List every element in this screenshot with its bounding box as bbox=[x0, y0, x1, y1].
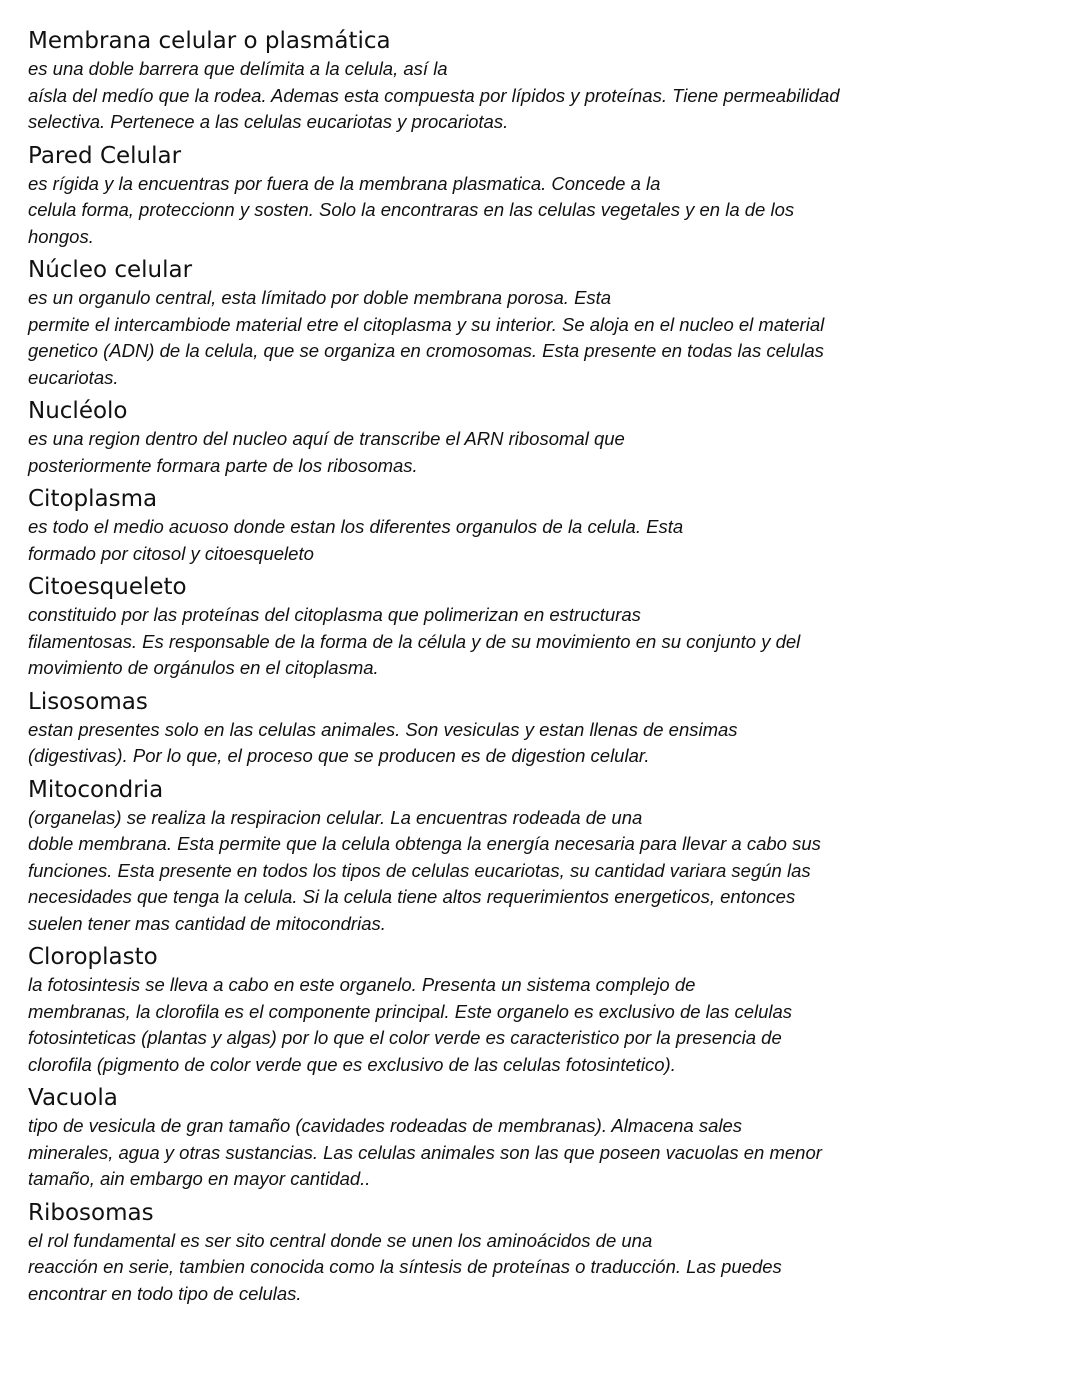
body-text-line: selectiva. Pertenece a las celulas eucariotas y procariotas. bbox=[28, 111, 509, 132]
body-text-line: suelen tener mas cantidad de mitocondrias. bbox=[28, 912, 386, 934]
body-text-line: tamaño, ain embargo en mayor cantidad.. bbox=[28, 1168, 371, 1189]
section-title: Vacuola bbox=[28, 1085, 118, 1111]
section-title: Núcleo celular bbox=[28, 257, 193, 283]
body-text-line: el rol fundamental es ser sito central donde se unen los aminoácidos de una bbox=[28, 1229, 653, 1251]
body-text-line: genetico (ADN) de la celula, que se organiza en cromosomas. Esta presente en todas las celulas bbox=[28, 340, 824, 361]
section-title: Pared Celular bbox=[28, 142, 182, 169]
section bbox=[28, 1198, 840, 1313]
body-text-line: funciones. Esta presente en todos los tipos de celulas eucariotas, su cantidad variara según las bbox=[28, 859, 811, 881]
body-text-line: membranas, la clorofila es el componente principal. Este organelo es exclusivo de las celulas bbox=[28, 1000, 793, 1022]
body-text-line: permite el intercambiode material etre el citoplasma y su interior. Se aloja en el nucleo el material bbox=[28, 313, 825, 335]
section bbox=[28, 26, 840, 141]
body-text-line: (organelas) se realiza la respiracion celular. La encuentras rodeada de una bbox=[28, 806, 643, 828]
section bbox=[28, 775, 840, 943]
section-title: Nucléolo bbox=[28, 398, 128, 424]
body-text-line: filamentosas. Es responsable de la forma de la célula y de su movimiento en su conjunto y del bbox=[28, 630, 801, 652]
body-text-line: estan presentes solo en las celulas animales. Son vesiculas y estan llenas de ensimas bbox=[28, 718, 738, 740]
section bbox=[28, 942, 840, 1083]
body-text-line: encontrar en todo tipo de celulas. bbox=[28, 1282, 302, 1304]
body-text-line: hongos. bbox=[28, 225, 94, 247]
section-title: Ribosomas bbox=[28, 1199, 154, 1226]
section-title: Mitocondria bbox=[28, 776, 164, 803]
body-text-line: aísla del medío que la rodea. Ademas esta compuesta por lípidos y proteínas. Tiene permeabilidad bbox=[28, 84, 840, 106]
section bbox=[28, 572, 840, 687]
body-text-line: constituido por las proteínas del citoplasma que polimerizan en estructuras bbox=[28, 604, 641, 625]
section bbox=[28, 687, 840, 775]
body-text-line: doble membrana. Esta permite que la celula obtenga la energía necesaria para llevar a cabo sus bbox=[28, 833, 821, 854]
body-text-line: tipo de vesicula de gran tamaño (cavidades rodeadas de membranas). Almacena sales bbox=[28, 1115, 743, 1136]
body-text-line: formado por citosol y citoesqueleto bbox=[28, 542, 314, 564]
section bbox=[28, 141, 840, 256]
body-text-line: minerales, agua y otras sustancias. Las celulas animales son las que poseen vacuolas en menor bbox=[28, 1141, 822, 1163]
section bbox=[28, 484, 840, 572]
body-text-line: es una region dentro del nucleo aquí de transcribe el ARN ribosomal que bbox=[28, 428, 625, 449]
body-text-line: la fotosintesis se lleva a cabo en este organelo. Presenta un sistema complejo de bbox=[28, 974, 696, 995]
body-text-line: movimiento de orgánulos en el citoplasma. bbox=[28, 657, 379, 678]
document-body bbox=[28, 26, 840, 1312]
body-text-line: eucariotas. bbox=[28, 366, 119, 388]
body-text-line: es rígida y la encuentras por fuera de la membrana plasmatica. Concede a la bbox=[28, 172, 661, 194]
section-title: Cloroplasto bbox=[28, 944, 158, 970]
body-text-line: clorofila (pigmento de color verde que es exclusivo de las celulas fotosintetico). bbox=[28, 1053, 676, 1075]
section-title: Membrana celular o plasmática bbox=[28, 28, 391, 54]
body-text-line: reacción en serie, tambien conocida como la síntesis de proteínas o traducción. Las puedes bbox=[28, 1256, 782, 1277]
section bbox=[28, 255, 840, 396]
body-text-line: es una doble barrera que delímita a la celula, así la bbox=[28, 58, 448, 79]
body-text-line: es todo el medio acuoso donde estan los diferentes organulos de la celula. Esta bbox=[28, 516, 684, 537]
section-title: Citoplasma bbox=[28, 486, 158, 512]
section-title: Lisosomas bbox=[28, 688, 148, 715]
section bbox=[28, 396, 840, 484]
section-title: Citoesqueleto bbox=[28, 574, 187, 600]
body-text-line: necesidades que tenga la celula. Si la celula tiene altos requerimientos energeticos, entonces bbox=[28, 886, 796, 907]
section bbox=[28, 1083, 840, 1198]
body-text-line: es un organulo central, esta límitado por doble membrana porosa. Esta bbox=[28, 287, 612, 308]
body-text-line: (digestivas). Por lo que, el proceso que se producen es de digestion celular. bbox=[28, 745, 650, 766]
body-text-line: fotosinteticas (plantas y algas) por lo que el color verde es caracteristico por la presencia de bbox=[28, 1027, 782, 1048]
body-text-line: posteriormente formara parte de los ribosomas. bbox=[28, 454, 418, 476]
body-text-line: celula forma, proteccionn y sosten. Solo la encontraras en las celulas vegetales y en la de los bbox=[28, 199, 795, 220]
